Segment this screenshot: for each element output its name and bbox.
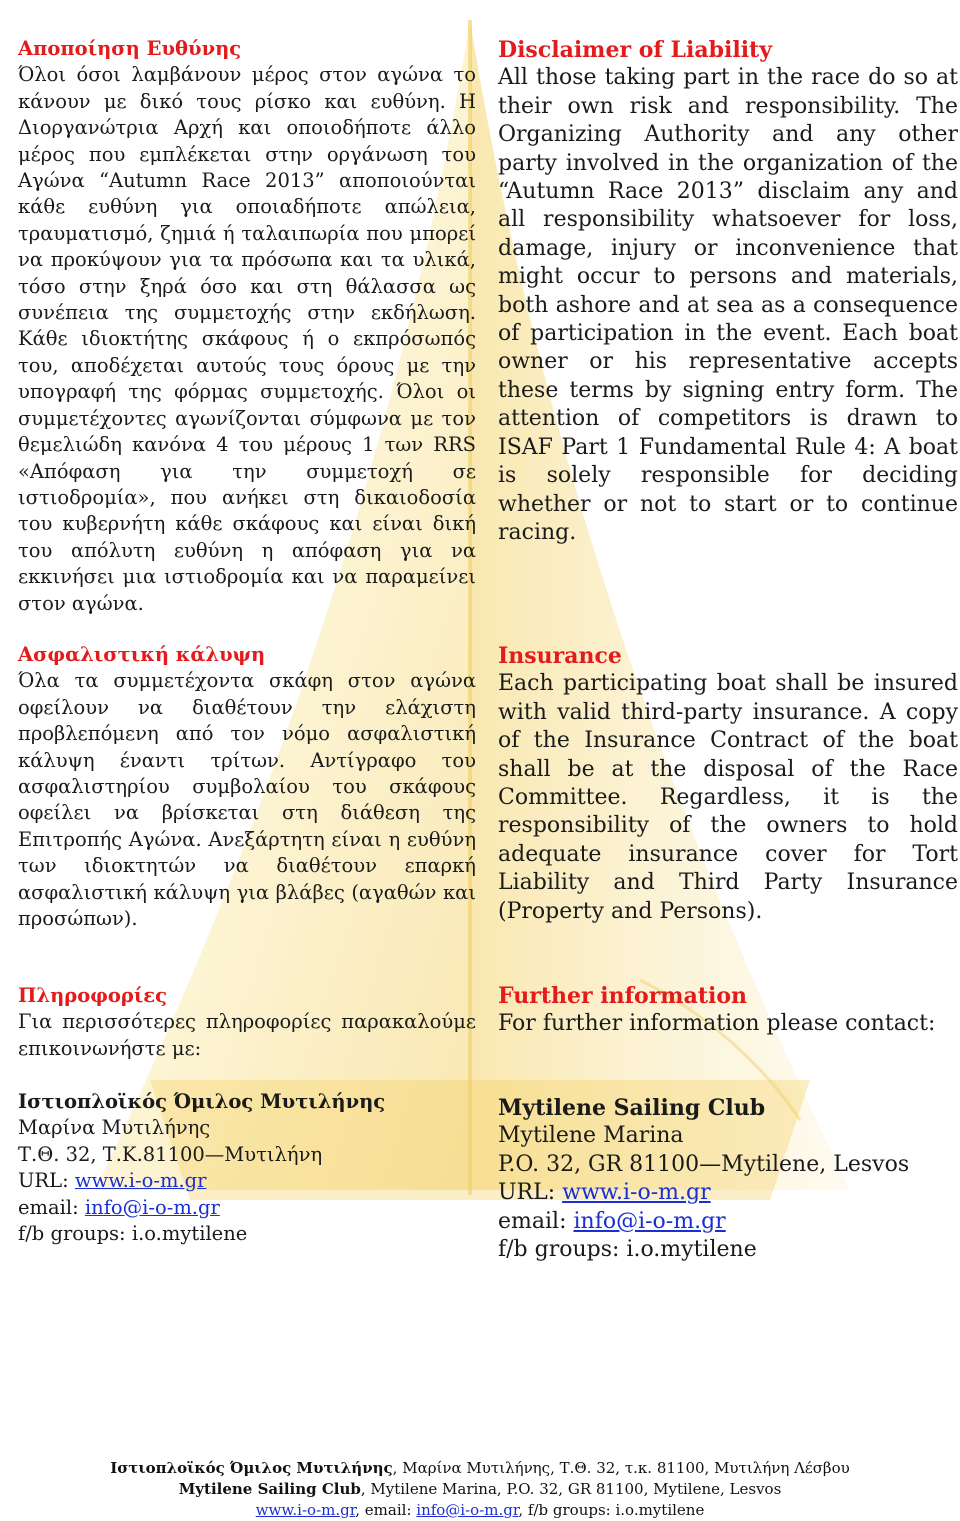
en-contact-email-row: email: info@i-o-m.gr — [498, 1208, 726, 1234]
en-email-link[interactable]: info@i-o-m.gr — [573, 1208, 726, 1234]
en-insurance-title: Insurance — [498, 643, 622, 669]
gr-disclaimer-section — [18, 36, 476, 617]
gr-disclaimer-text: Όλοι όσοι λαμβάνουν μέρος στον αγώνα το κάνουν με δικό τους ρίσκο και ευθύνη. Η Διοργανώτρια Αρχή και οποιοδήποτε άλλο μέρος που εμπλέκεται στην οργάνωση του Αγώνα “Autumn Race 2013” αποποιούνται κάθε ευθύνη για οποιαδήποτε απώλεια, τραυματισμό, ζημιά ή ταλαιπωρία που μπορεί να προκύψουν για τα πρόσωπα και τα υλικά, τόσο στην ξηρά όσο και στη θάλασσα ως συνέπεια της συμμετοχής στην εκδήλωση. Κάθε ιδιοκτήτης σκάφους ή ο εκπρόσωπός του, αποδέχεται αυτούς τους όρους με την υπογραφή της φόρμας συμμετοχής. Όλοι οι συμμετέχοντες αγωνίζονται σύμφωνα με τον θεμελιώδη κανόνα 4 του μέρους 1 των RRS «Απόφαση για την συμμετοχή σε ιστιοδρομία», που ανήκει στη δικαιοδοσία του κυβερνήτη κάθε σκάφους και είναι δική του απόλυτη ευθύνη η απόφαση για να εκκινήσει μια ιστιοδρομία και να παραμείνει στον αγώνα. — [18, 63, 476, 615]
en-disclaimer-text: All those taking part in the race do so at their own risk and responsibility. The Organizing Authority and any other party involved in the organization of the “Autumn Race 2013” disclaim any and all responsibility whatsoever for loss, damage, injury or inconvenience that might occur to persons and materials, both ashore and at sea as a consequence of participation in the event. Each boat owner or his representative accepts these terms by signing entry form. The attention of competitors is drawn to ISAF Part 1 Fundamental Rule 4: A boat is solely responsible for deciding whether or not to start or to continue racing. — [498, 65, 958, 545]
en-disclaimer-section — [498, 36, 958, 547]
en-disclaimer-title: Disclaimer of Liability — [498, 37, 772, 63]
footer-line-greek: Ιστιοπλοϊκός Όμιλος Μυτιλήνης, Μαρίνα Μυτιλήνης, Τ.Θ. 32, τ.κ. 81100, Μυτιλήνη Λέσβου — [110, 1459, 850, 1477]
gr-contact-name: Ιστιοπλοϊκός Όμιλος Μυτιλήνης — [18, 1090, 386, 1113]
gr-contact-block — [18, 1089, 476, 1247]
en-insurance-section — [498, 642, 958, 926]
gr-email-link[interactable]: info@i-o-m.gr — [84, 1195, 220, 1219]
gr-contact-fb: f/b groups: i.o.mytilene — [18, 1222, 248, 1246]
footer-url-link[interactable]: www.i-o-m.gr — [255, 1501, 356, 1519]
gr-insurance-title: Ασφαλιστική κάλυψη — [18, 643, 266, 666]
en-url-link[interactable]: www.i-o-m.gr — [562, 1180, 711, 1206]
en-info-section — [498, 982, 958, 1039]
gr-contact-url-row: URL: www.i-o-m.gr — [18, 1169, 207, 1193]
gr-info-section — [18, 983, 476, 1062]
gr-disclaimer-title: Αποποίηση Ευθύνης — [18, 37, 242, 60]
en-contact-line2: P.O. 32, GR 81100—Mytilene, Lesvos — [498, 1151, 910, 1177]
gr-contact-line1: Μαρίνα Μυτιλήνης — [18, 1116, 211, 1140]
en-contact-line1: Mytilene Marina — [498, 1123, 684, 1149]
en-contact-url-row: URL: www.i-o-m.gr — [498, 1180, 711, 1206]
gr-url-link[interactable]: www.i-o-m.gr — [74, 1169, 207, 1193]
en-contact-block — [498, 1094, 958, 1264]
footer-line-contact: www.i-o-m.gr, email: info@i-o-m.gr, f/b groups: i.o.mytilene — [255, 1501, 705, 1519]
gr-insurance-section — [18, 642, 476, 932]
gr-info-title: Πληροφορίες — [18, 984, 168, 1007]
gr-info-text: Για περισσότερες πληροφορίες παρακαλούμε επικοινωνήστε με: — [18, 1010, 476, 1060]
footer-line-english: Mytilene Sailing Club, Mytilene Marina, P.O. 32, GR 81100, Mytilene, Lesvos — [178, 1480, 782, 1498]
footer — [0, 1458, 960, 1521]
en-contact-fb: f/b groups: i.o.mytilene — [498, 1237, 757, 1263]
en-info-text: For further information please contact: — [498, 1011, 936, 1037]
gr-contact-email-row: email: info@i-o-m.gr — [18, 1195, 220, 1219]
en-info-title: Further information — [498, 983, 748, 1009]
en-contact-name: Mytilene Sailing Club — [498, 1095, 766, 1121]
gr-contact-line2: Τ.Θ. 32, Τ.Κ.81100—Μυτιλήνη — [18, 1142, 323, 1166]
en-insurance-text: Each participating boat shall be insured with valid third-party insurance. A copy of the Insurance Contract of the boat shall be at the disposal of the Race Committee. Regardless, it is the responsibility of the owners to hold adequate insurance cover for Tort Liability and Third Party Insurance (Property and Persons). — [498, 671, 958, 924]
footer-email-link[interactable]: info@i-o-m.gr — [416, 1501, 519, 1519]
gr-insurance-text: Όλα τα συμμετέχοντα σκάφη στον αγώνα οφείλουν να διαθέτουν την ελάχιστη προβλεπόμενη από τον νόμο ασφαλιστική κάλυψη έναντι τρίτων. Αντίγραφο του ασφαλιστηρίου συμβολαίου του σκάφους οφείλει να βρίσκεται στη διάθεση της Επιτροπής Αγώνα. Ανεξάρτητη είναι η ευθύνη των ιδιοκτητών να διαθέτουν επαρκή ασφαλιστική κάλυψη για βλάβες (αγαθών και προσώπων). — [18, 669, 476, 931]
